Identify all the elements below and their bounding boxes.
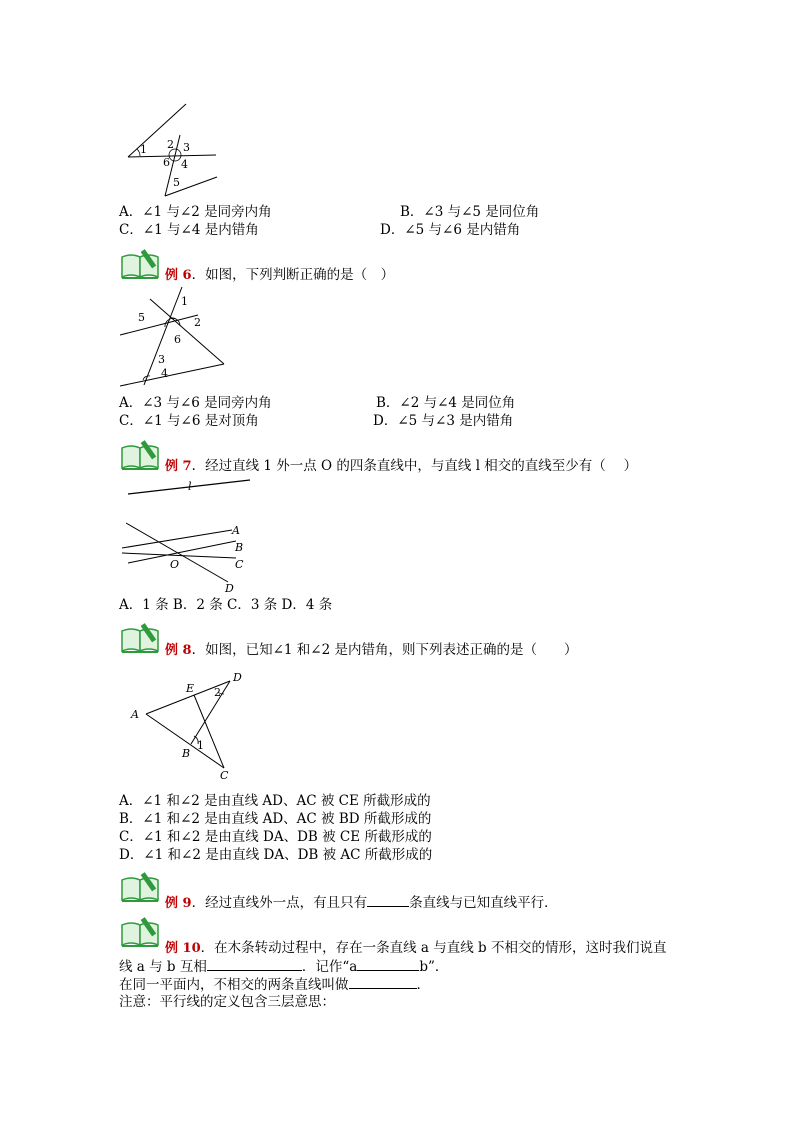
- q8-option-a: A．∠1 和∠2 是由直线 AD、AC 被 CE 所截形成的: [119, 793, 431, 809]
- q6-option-d: D．∠5 与∠3 是内错角: [373, 413, 514, 429]
- q6-fig-label-6: 6: [174, 333, 181, 346]
- q5-option-b: B．∠3 与∠5 是同位角: [400, 204, 540, 220]
- q10-line2-c: b”．: [419, 959, 449, 975]
- q5-fig-label-1: 1: [140, 143, 147, 156]
- book-pencil-icon: [120, 872, 164, 902]
- q8-option-b: B．∠1 和∠2 是由直线 AD、AC 被 BD 所截形成的: [119, 811, 432, 827]
- q6-fig-label-1: 1: [181, 295, 188, 308]
- q7-fig-label-l: l: [188, 480, 192, 493]
- q10-blank-relation[interactable]: [207, 957, 302, 971]
- q9-stem: [165, 893, 558, 913]
- q5-fig-label-3: 3: [183, 141, 190, 154]
- q5-fig-label-5: 5: [173, 176, 180, 189]
- q6-stem: [165, 266, 394, 285]
- q9-stem-b: 条直线与已知直线平行．: [409, 895, 558, 911]
- q7-stem-text: ．经过直线 1 外一点 O 的四条直线中，与直线 l 相交的直线至少有（ ）: [191, 458, 638, 474]
- q5-fig-label-4: 4: [181, 158, 188, 171]
- q5-option-a: A．∠1 与∠2 是同旁内角: [119, 204, 272, 220]
- q8-fig-label-c: C: [220, 769, 229, 782]
- q8-fig-label-b: B: [182, 747, 191, 760]
- q10-line3: [119, 975, 430, 994]
- q10-label: 例 10: [165, 941, 201, 956]
- q8-fig-label-1: 1: [197, 739, 204, 752]
- q6-fig-label-3: 3: [158, 353, 165, 366]
- q8-label: 例 8: [165, 643, 192, 658]
- q10-line1-text: ．在木条转动过程中，存在一条直线 a 与直线 b 不相交的情形，这时我们说直: [200, 940, 667, 956]
- q8-option-c: C．∠1 和∠2 是由直线 DA、DB 被 CE 所截形成的: [119, 829, 432, 845]
- q6-figure: [118, 285, 230, 390]
- q9-label: 例 9: [165, 896, 192, 911]
- q7-fig-label-o: O: [170, 558, 180, 571]
- q9-stem-a: ．经过直线外一点，有且只有: [191, 895, 368, 911]
- q5-figure: [120, 100, 225, 200]
- q8-option-d: D．∠1 和∠2 是由直线 DA、DB 被 AC 所截形成的: [119, 847, 433, 863]
- q6-option-a: A．∠3 与∠6 是同旁内角: [119, 395, 272, 411]
- q7-fig-label-b: B: [235, 541, 244, 554]
- q8-fig-label-e: E: [186, 682, 195, 695]
- q6-label: 例 6: [165, 268, 192, 283]
- q5-fig-label-2: 2: [167, 138, 174, 151]
- q6-fig-label-2: 2: [194, 316, 201, 329]
- q9-answer-blank[interactable]: [367, 893, 409, 907]
- q10-line2: [119, 957, 448, 976]
- q7-figure: [118, 478, 253, 596]
- q10-blank-definition[interactable]: [349, 975, 417, 989]
- q5-option-c: C．∠1 与∠4 是内错角: [119, 222, 259, 238]
- q5-option-d: D．∠5 与∠6 是内错角: [380, 222, 521, 238]
- q7-fig-label-a: A: [232, 524, 240, 537]
- q6-option-b: B．∠2 与∠4 是同位角: [376, 395, 516, 411]
- q6-stem-text: ．如图，下列判断正确的是（ ）: [191, 267, 395, 283]
- q8-figure: [128, 668, 248, 783]
- q5-fig-label-6: 6: [163, 156, 170, 169]
- q7-fig-label-c: C: [235, 558, 244, 571]
- q8-fig-label-2: 2: [214, 686, 221, 699]
- q8-stem-text: ．如图，已知∠1 和∠2 是内错角，则下列表述正确的是（ ）: [191, 642, 578, 658]
- q10-line2-a: 线 a 与 b 互相: [119, 959, 207, 975]
- q10-line2-b: ．记作“a: [301, 959, 358, 975]
- q7-label: 例 7: [165, 459, 192, 474]
- q8-fig-label-d: D: [233, 671, 242, 684]
- book-pencil-icon: [120, 917, 164, 947]
- q6-fig-label-5: 5: [138, 311, 145, 324]
- book-pencil-icon: [120, 440, 164, 470]
- q10-line1: [165, 939, 666, 958]
- q7-fig-label-d: D: [225, 582, 234, 595]
- q6-option-c: C．∠1 与∠6 是对顶角: [119, 413, 259, 429]
- q8-stem: [165, 641, 577, 660]
- q6-fig-label-4: 4: [161, 367, 168, 380]
- q7-options: A．1 条 B．2 条 C．3 条 D．4 条: [119, 597, 333, 613]
- q10-line3-b: ．: [416, 977, 430, 993]
- q8-fig-label-a: A: [131, 708, 139, 721]
- book-pencil-icon: [120, 249, 164, 279]
- book-pencil-icon: [120, 623, 164, 653]
- q10-note: 注意：平行线的定义包含三层意思：: [119, 994, 335, 1010]
- q7-stem: [165, 457, 637, 476]
- q10-line3-a: 在同一平面内，不相交的两条直线叫做: [119, 977, 349, 993]
- q10-blank-symbol[interactable]: [357, 957, 419, 971]
